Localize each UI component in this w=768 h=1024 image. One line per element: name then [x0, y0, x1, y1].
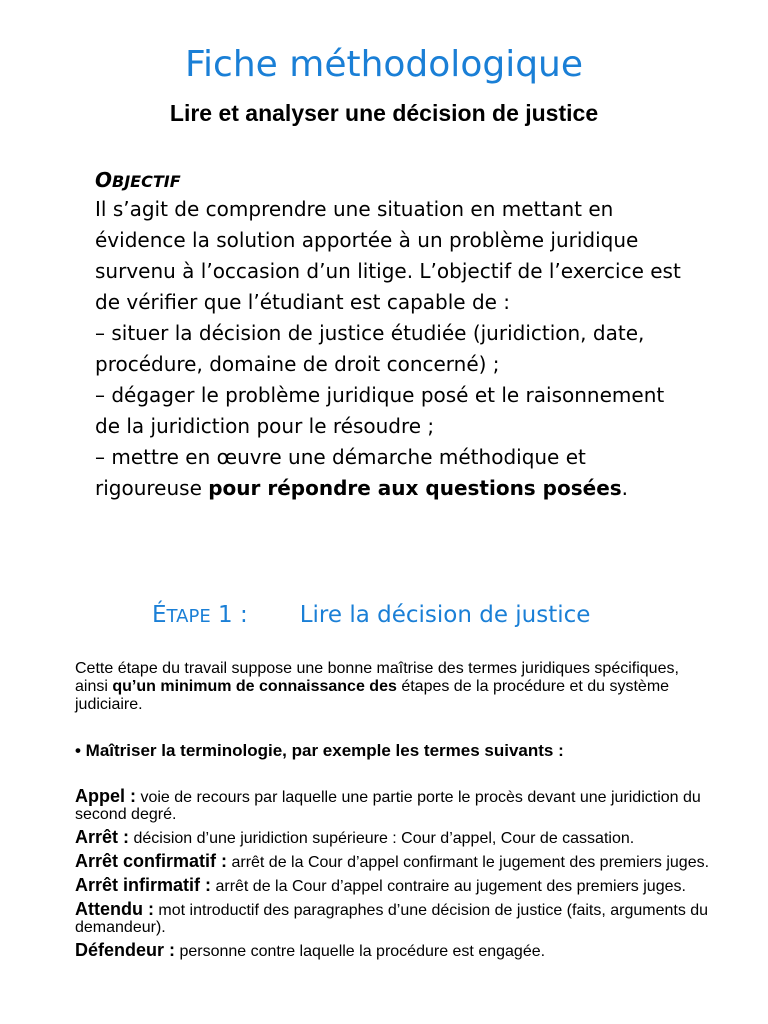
term-definition: décision d’une juridiction supérieure : Cour d’appel, Cour de cassation. [129, 830, 635, 847]
etape-heading [152, 602, 752, 628]
term-label: Arrêt : [75, 827, 130, 847]
term-definition: mot introductif des paragraphes d’une décision de justice (faits, arguments du demandeur). [75, 902, 709, 936]
objectif-line: Il s’agit de comprendre une situation en mettant en [95, 197, 614, 221]
term-label: Arrêt confirmatif : [75, 851, 228, 871]
objectif-line: de la juridiction pour le résoudre ; [95, 414, 435, 438]
objectif-heading-cap: O [95, 168, 113, 192]
term-item [75, 901, 715, 936]
etape-title: Lire la décision de justice [299, 602, 591, 628]
objectif-line: – mettre en œuvre une démarche méthodique et [95, 445, 586, 469]
objectif-line: – situer la décision de justice étudiée (juridiction, date, [95, 321, 645, 345]
etape-number: 1 : [210, 602, 248, 628]
objectif-line: – dégager le problème juridique posé et le raisonnement [95, 383, 665, 407]
term-item [75, 877, 715, 895]
objectif-line: de vérifier que l’étudiant est capable de : [95, 290, 511, 314]
term-label: Défendeur : [75, 940, 176, 960]
objectif-last-bold: pour répondre aux questions posées [208, 476, 622, 500]
term-item [75, 788, 715, 823]
objectif-line: évidence la solution apportée à un problème juridique [95, 228, 639, 252]
objectif-last-end: . [621, 476, 629, 500]
intro-bold: qu’un minimum de connaissance des [112, 678, 397, 695]
term-definition: voie de recours par laquelle une partie porte le procès devant une juridiction du second degré. [75, 789, 701, 823]
objectif-line: survenu à l’occasion d’un litige. L’objectif de l’exercice est [95, 259, 681, 283]
terminology-bullet: • Maîtriser la terminologie, par exemple les termes suivants : [75, 741, 564, 760]
term-definition: arrêt de la Cour d’appel contraire au jugement des premiers juges. [211, 878, 686, 895]
page-subtitle: Lire et analyser une décision de justice [169, 100, 599, 126]
page-title: Fiche méthodologique [184, 44, 584, 85]
term-item [75, 853, 715, 871]
term-item [75, 829, 715, 847]
objectif-paragraph [95, 194, 735, 504]
objectif-line: procédure, domaine de droit concerné) ; [95, 352, 500, 376]
etape-small: TAPE [166, 606, 211, 627]
objectif-heading [95, 168, 181, 192]
term-definition: personne contre laquelle la procédure est engagée. [175, 943, 546, 960]
objectif-last-line [95, 473, 735, 504]
objectif-last-start: rigoureuse [95, 476, 209, 500]
term-label: Arrêt infirmatif : [75, 875, 212, 895]
objectif-heading-rest: BJECTIF [112, 172, 181, 191]
intro-part1: Cette étape du travail suppose une bonne maîtrise des termes juridiques spécifiques, ainsi [75, 660, 679, 695]
intro-part2: étapes de la procédure et du système judiciaire. [75, 678, 670, 713]
etape-cap: É [152, 602, 167, 628]
term-label: Appel : [75, 786, 136, 806]
term-item [75, 942, 715, 960]
intro-paragraph [75, 660, 715, 714]
term-definition: arrêt de la Cour d’appel confirmant le jugement des premiers juges. [227, 854, 710, 871]
terms-list [75, 788, 715, 966]
term-label: Attendu : [75, 899, 154, 919]
